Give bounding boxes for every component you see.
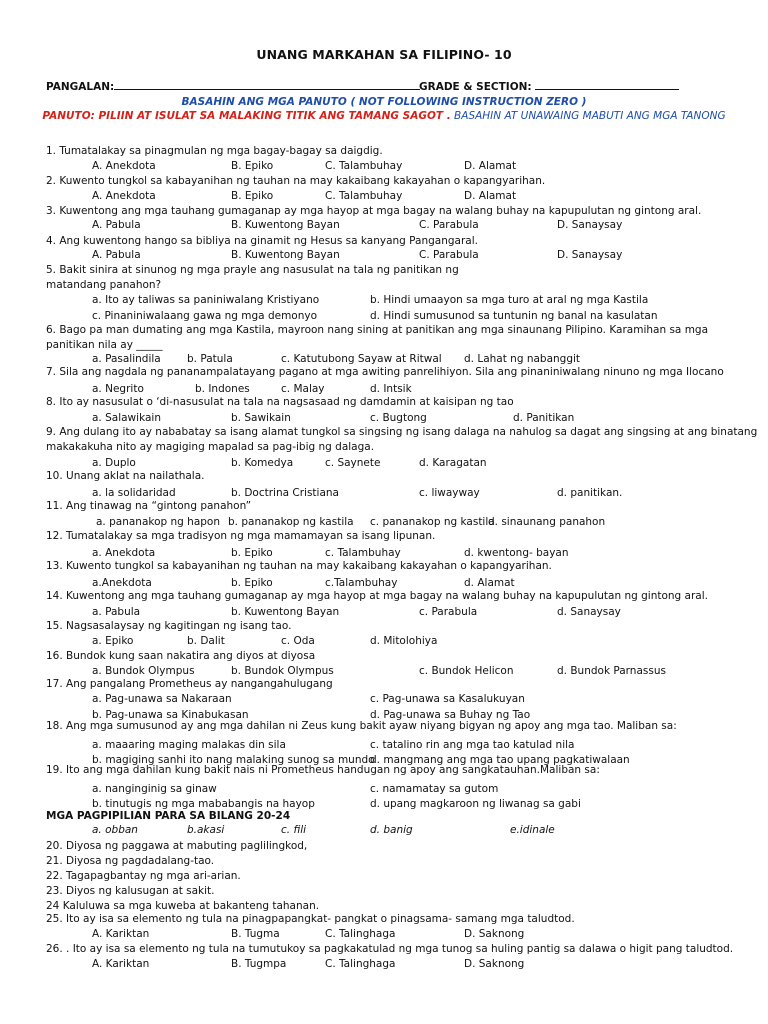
question-8-option: d. Panitikan [513,412,575,424]
question-4-option: A. Pabula [92,249,141,261]
page-title: UNANG MARKAHAN SA FILIPINO- 10 [256,47,512,62]
question-17-option: c. Pag-unawa sa Kasalukuyan [370,693,525,705]
question-24: 24 Kaluluwa sa mga kuweba at bakanteng tahanan. [46,900,320,912]
question-11-option: d. sinaunang panahon [488,516,606,528]
question-2-option: C. Talambuhay [325,190,403,202]
question-16-option: d. Bundok Parnassus [557,665,666,677]
question-6-option: d. Lahat ng nabanggit [464,353,581,365]
question-7-option: c. Malay [281,383,325,395]
question-15-option: c. Oda [281,635,315,647]
question-5-option: b. Hindi umaayon sa mga turo at aral ng mga Kastila [370,294,649,306]
question-3: 3. Kuwentong ang mga tauhang gumaganap ay mga hayop at mga bagay na walang buhay na kapupulutan ng gintong aral. [46,205,702,217]
grade-section-blank[interactable] [535,80,679,90]
question-25-option: A. Kariktan [92,928,150,940]
question-15-option: a. Epiko [92,635,134,647]
question-1-option: D. Alamat [464,160,517,172]
name-blank[interactable] [114,80,420,90]
question-25: 25. Ito ay isa sa elemento ng tula na pinagpapangkat- pangkat o pinagsama- samang mga taludtod. [46,913,575,925]
question-20: 20. Diyosa ng paggawa at mabuting paglilingkod, [46,840,308,852]
question-7-option: b. Indones [195,383,250,395]
question-19: 19. Ito ang mga dahilan kung bakit nais ni Prometheus handugan ng apoy ang sangkatauhan.Maliban sa: [46,764,600,776]
question-13-option: b. Epiko [231,577,273,589]
question-11-option: c. pananakop ng kastila [370,516,495,528]
question-14-option: d. Sanaysay [557,606,621,618]
question-13-option: d. Alamat [464,577,515,589]
question-4-option: C. Parabula [419,249,479,261]
question-13-option: c.Talambuhay [325,577,398,589]
question-6: 6. Bago pa man dumating ang mga Kastila, mayroon nang sining at panitikan ang mga sinaunang Pilipino. Karamihan sa mga [46,324,709,336]
question-1: 1. Tumatalakay sa pinagmulan ng mga bagay-bagay sa daigdig. [46,145,383,157]
question-12-option: c. Talambuhay [325,547,401,559]
question-9-cont: makakakuha nito ay magiging mapalad sa pag-ibig ng dalaga. [46,441,375,453]
question-3-option: A. Pabula [92,219,141,231]
question-18: 18. Ang mga sumusunod ay ang mga dahilan ni Zeus kung bakit ayaw niyang bigyan ng apoy ang mga tao. Maliban sa: [46,720,677,732]
question-11-option: b. pananakop ng kastila [228,516,354,528]
question-4-option: D. Sanaysay [557,249,623,261]
panuto-red: PANUTO: PILIIN AT ISULAT SA MALAKING TITIK ANG TAMANG SAGOT . [42,110,451,122]
question-15-option: d. Mitolohiya [370,635,438,647]
question-12-option: a. Anekdota [92,547,156,559]
question-18-option: a. maaaring maging malakas din sila [92,739,286,751]
question-25-option: B. Tugma [231,928,280,940]
name-label: PANGALAN: [46,81,115,93]
question-17-option: a. Pag-unawa sa Nakaraan [92,693,232,705]
question-5-option: d. Hindi sumusunod sa tuntunin ng banal na kasulatan [370,310,658,322]
question-25-option: D. Saknong [464,928,525,940]
question-13-option: a.Anekdota [92,577,152,589]
question-26-option: A. Kariktan [92,958,150,970]
question-25-option: C. Talinghaga [325,928,396,940]
question-1-option: C. Talambuhay [325,160,403,172]
question-19-option: b. tinutugis ng mga mababangis na hayop [92,798,315,810]
question-2-option: B. Epiko [231,190,274,202]
question-5-option: c. Pinaniniwalaang gawa ng mga demonyo [92,310,318,322]
question-18-option: c. tatalino rin ang mga tao katulad nila [370,739,575,751]
choice-option: a. obban [92,824,138,836]
question-7-option: d. Intsik [370,383,412,395]
question-17: 17. Ang pangalang Prometheus ay nangangahulugang [46,678,333,690]
choice-option: b.akasi [187,824,225,836]
question-10-option: b. Doctrina Cristiana [231,487,339,499]
question-6-cont: panitikan nila ay _____ [46,339,163,351]
question-14-option: b. Kuwentong Bayan [231,606,340,618]
question-15-option: b. Dalit [187,635,225,647]
question-10-option: a. la solidaridad [92,487,176,499]
question-26-option: D. Saknong [464,958,525,970]
question-11-option: a. pananakop ng hapon [96,516,221,528]
question-15: 15. Nagsasalaysay ng kagitingan ng isang tao. [46,620,292,632]
question-21: 21. Diyosa ng pagdadalang-tao. [46,855,215,867]
question-3-option: D. Sanaysay [557,219,623,231]
question-9-option: c. Saynete [325,457,381,469]
question-16-option: c. Bundok Helicon [419,665,514,677]
question-26-option: C. Talinghaga [325,958,396,970]
question-26-option: B. Tugmpa [231,958,287,970]
question-22: 22. Tagapagbantay ng mga ari-arian. [46,870,241,882]
question-23: 23. Diyos ng kalusugan at sakit. [46,885,215,897]
question-3-option: C. Parabula [419,219,479,231]
question-11: 11. Ang tinawag na “gintong panahon” [46,500,252,512]
subtitle: BASAHIN ANG MGA PANUTO ( NOT FOLLOWING INSTRUCTION ZERO ) [181,96,587,108]
question-18-option: d. mangmang ang mga tao upang pagkatiwalaan [370,754,630,766]
question-7-option: a. Negrito [92,383,144,395]
question-9-option: b. Komedya [231,457,294,469]
question-8-option: a. Salawikain [92,412,161,424]
question-13: 13. Kuwento tungkol sa kabayanihan ng tauhan na may kakaibang kakayahan o kapangyarihan. [46,560,552,572]
question-12-option: d. kwentong- bayan [464,547,569,559]
panuto-line [0,110,768,122]
question-17-option: d. Pag-unawa sa Buhay ng Tao [370,709,531,721]
question-10-option: c. liwayway [419,487,480,499]
question-1-option: B. Epiko [231,160,274,172]
grade-section-field[interactable] [419,80,679,93]
question-10: 10. Unang aklat na nailathala. [46,470,205,482]
question-19-option: a. nanginginig sa ginaw [92,783,217,795]
question-14: 14. Kuwentong ang mga tauhang gumaganap ay mga hayop at mga bagay na walang buhay na kapupulutan ng gintong aral. [46,590,708,602]
question-12-option: b. Epiko [231,547,273,559]
question-19-option: c. namamatay sa gutom [370,783,499,795]
question-6-option: a. Pasalindila [92,353,161,365]
question-12: 12. Tumatalakay sa mga tradisyon ng mga mamamayan sa isang lipunan. [46,530,436,542]
question-17-option: b. Pag-unawa sa Kinabukasan [92,709,249,721]
question-8-option: c. Bugtong [370,412,427,424]
question-5: 5. Bakit sinira at sinunog ng mga prayle ang nasusulat na tala ng panitikan ng [46,264,459,276]
question-19-option: d. upang magkaroon ng liwanag sa gabi [370,798,581,810]
question-3-option: B. Kuwentong Bayan [231,219,340,231]
panuto-blue: BASAHIN AT UNAWAING MABUTI ANG MGA TANONG [450,110,726,122]
question-2-option: A. Anekdota [92,190,156,202]
name-field[interactable] [46,80,420,93]
question-9-option: d. Karagatan [419,457,487,469]
question-16-option: b. Bundok Olympus [231,665,334,677]
choice-option: e.idinale [510,824,555,836]
question-8-option: b. Sawikain [231,412,291,424]
question-5-cont: matandang panahon? [46,279,162,291]
question-1-option: A. Anekdota [92,160,156,172]
question-6-option: c. Katutubong Sayaw at Ritwal [281,353,442,365]
question-10-option: d. panitikan. [557,487,623,499]
question-16: 16. Bundok kung saan nakatira ang diyos at diyosa [46,650,316,662]
question-4: 4. Ang kuwentong hango sa bibliya na ginamit ng Hesus sa kanyang Pangangaral. [46,235,478,247]
choice-option: d. banig [370,824,413,836]
question-14-option: c. Parabula [419,606,478,618]
question-9: 9. Ang dulang ito ay nababatay sa isang alamat tungkol sa singsing ng isang dalaga na nahulog sa dagat ang singsing at ang binatang [46,426,758,438]
question-6-option: b. Patula [187,353,233,365]
question-5-option: a. Ito ay taliwas sa paniniwalang Kristiyano [92,294,320,306]
question-9-option: a. Duplo [92,457,136,469]
question-16-option: a. Bundok Olympus [92,665,195,677]
question-7: 7. Sila ang nagdala ng pananampalatayang pagano at mga awiting panrelihiyon. Sila ang pinaniniwalang ninuno ng mga Ilocano [46,366,724,378]
question-18-option: b. magiging sanhi ito nang malaking sunog sa mundo [92,754,375,766]
choice-option: c. fili [281,824,307,836]
question-2-option: D. Alamat [464,190,517,202]
grade-section-label: GRADE & SECTION: [419,81,532,93]
question-8: 8. Ito ay nasusulat o ‘di-nasusulat na tala na nagsasaad ng damdamin at kaisipan ng tao [46,396,514,408]
question-26: 26. . Ito ay isa sa elemento ng tula na tumutukoy sa pagkakatulad ng mga tunog sa huling pantig sa dalawa o higit pang taludtod. [46,943,734,955]
choices-heading: MGA PAGPIPILIAN PARA SA BILANG 20-24 [46,810,291,822]
question-2: 2. Kuwento tungkol sa kabayanihan ng tauhan na may kakaibang kakayahan o kapangyarihan. [46,175,546,187]
question-4-option: B. Kuwentong Bayan [231,249,340,261]
question-14-option: a. Pabula [92,606,141,618]
